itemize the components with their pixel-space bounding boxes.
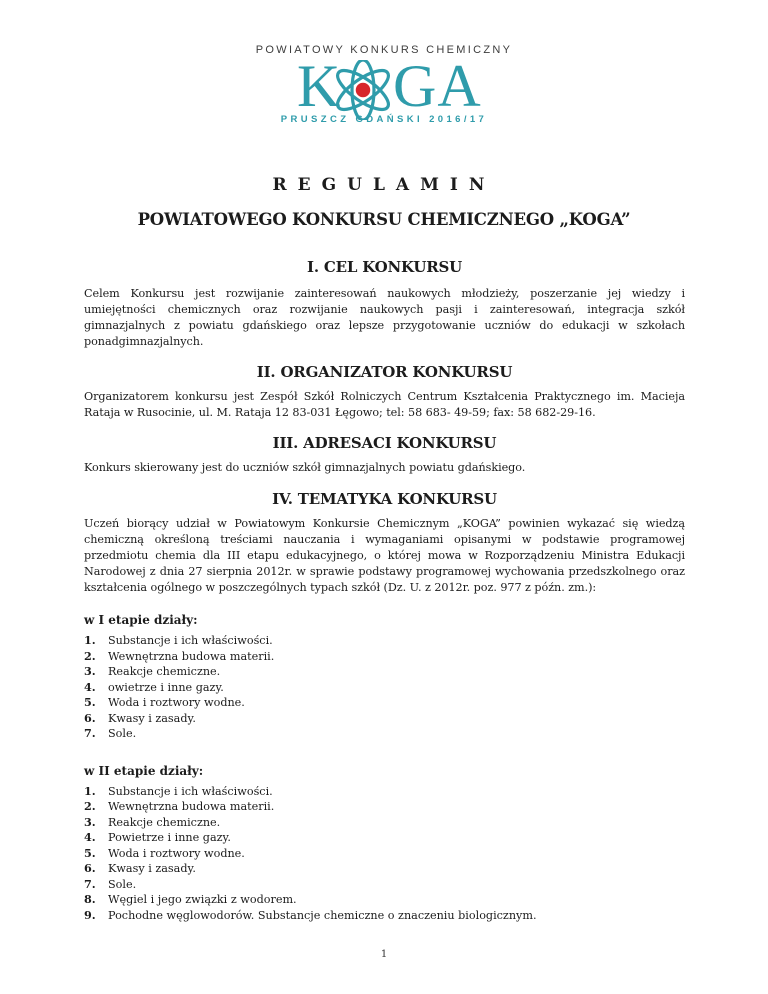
document-body (84, 258, 685, 923)
page-number: 1 (380, 949, 388, 960)
list-item (84, 784, 685, 800)
list-item-text: Kwasy i zasady. (108, 711, 196, 725)
list-item-number: 2. (84, 799, 96, 813)
list-item (84, 908, 685, 924)
list-item (84, 861, 685, 877)
logo-letters-ga: GA (393, 53, 482, 119)
list-item-number: 7. (84, 876, 96, 891)
list-item-number: 3. (84, 814, 96, 829)
list-item-number: 3. (84, 664, 96, 678)
document-title: REGULAMIN (272, 175, 496, 195)
section-text-adresaci: Konkurs skierowany jest do uczniów szkół gimnazjalnych powiatu gdańskiego. (84, 461, 526, 474)
list-item-text: Reakcje chemiczne. (108, 815, 221, 829)
list-item-text: Węgiel i jego związki z wodorem. (108, 893, 297, 906)
list-item-text: Substancje i ich właściwości. (108, 634, 273, 647)
stage1-heading: w I etapie działy: (84, 613, 198, 627)
list-item-number: 6. (84, 710, 96, 725)
list-item (84, 664, 685, 680)
list-item (84, 649, 685, 665)
list-item-text: Kwasy i zasady. (108, 862, 196, 875)
section-heading-tematyka: IV. TEMATYKA KONKURSU (272, 490, 497, 508)
list-item-text: Woda i roztwory wodne. (108, 846, 245, 860)
list-item (84, 695, 685, 711)
stage2-list (84, 784, 685, 924)
list-item (84, 815, 685, 831)
stage1-list (84, 633, 685, 742)
section-text-cel: Celem Konkursu jest rozwijanie zainteresowań naukowych młodzieży, poszerzanie jej wiedzy i umiejętności chemicznych oraz rozwijanie naukowych pasji i zainteresowań, integracja szkół gimnazjalnych z powiatu gdańskiego oraz lepsze przygotowanie uczniów do edukacji w szkołach ponadgimnazjalnych. (84, 287, 685, 348)
list-item-text: Woda i roztwory wodne. (108, 696, 245, 709)
list-item (84, 846, 685, 862)
list-item-number: 1. (84, 783, 96, 798)
list-item (84, 799, 685, 815)
stage2-heading: w II etapie działy: (84, 763, 204, 778)
list-item (84, 680, 685, 696)
list-item-text: Powietrze i inne gazy. (108, 831, 231, 844)
logo-letter-k: K (297, 53, 341, 119)
document-subtitle: POWIATOWEGO KONKURSU CHEMICZNEGO „KOGA” (137, 210, 631, 229)
list-item (84, 877, 685, 893)
section-text-organizator: Organizatorem konkursu jest Zespół Szkół Rolniczych Centrum Kształcenia Praktycznego im. Macieja Rataja w Rusocinie, ul. M. Rataja 12 83-031 Łęgowo; tel: 58 683- 49-59; fax: 58 682-29-16. (84, 390, 685, 419)
section-heading-organizator: II. ORGANIZATOR KONKURSU (256, 363, 513, 381)
list-item-number: 5. (84, 695, 96, 709)
list-item (84, 830, 685, 846)
logo-top-text: POWIATOWY KONKURS CHEMICZNY (255, 44, 513, 56)
list-item-text: Wewnętrzna budowa materii. (108, 800, 275, 813)
logo-wordmark (0, 53, 768, 119)
list-item-number: 7. (84, 726, 96, 740)
list-item-text: owietrze i inne gazy. (108, 680, 224, 694)
logo-bottom-text: PRUSZCZ GDAŃSKI 2016/17 (280, 114, 488, 125)
list-item-number: 2. (84, 648, 96, 663)
section-heading-adresaci: III. ADRESACI KONKURSU (272, 434, 497, 452)
list-item-text: Substancje i ich właściwości. (108, 784, 273, 798)
list-item-text: Reakcje chemiczne. (108, 665, 221, 678)
list-item (84, 892, 685, 908)
list-item-text: Sole. (108, 877, 137, 891)
list-item-number: 1. (84, 633, 96, 647)
list-item-number: 9. (84, 907, 96, 922)
list-item-number: 6. (84, 861, 96, 875)
list-item (84, 711, 685, 727)
list-item-text: Sole. (108, 727, 137, 740)
list-item-number: 4. (84, 830, 96, 844)
list-item-number: 5. (84, 845, 96, 860)
list-item-text: Wewnętrzna budowa materii. (108, 649, 275, 663)
list-item (84, 726, 685, 742)
list-item-number: 8. (84, 892, 96, 906)
list-item (84, 633, 685, 649)
list-item-number: 4. (84, 679, 96, 694)
atom-icon (328, 60, 398, 120)
koga-logo (0, 44, 768, 125)
section-text-tematyka: Uczeń biorący udział w Powiatowym Konkursie Chemicznym „KOGA” powinien wykazać się wiedzą chemiczną określoną treściami nauczania i wymaganiami opisanymi w podstawie programowej przedmiotu chemia dla III etapu edukacyjnego, o której mowa w Rozporządzeniu Ministra Edukacji Narodowej z dnia 27 sierpnia 2012r. w sprawie podstawy programowej wychowania przedszkolnego oraz kształcenia ogólnego w poszczególnych typach szkół (Dz. U. z 2012r. poz. 977 z późn. zm.): (84, 517, 685, 594)
section-heading-cel: I. CEL KONKURSU (307, 258, 462, 276)
list-item-text: Pochodne węglowodorów. Substancje chemiczne o znaczeniu biologicznym. (108, 908, 537, 922)
